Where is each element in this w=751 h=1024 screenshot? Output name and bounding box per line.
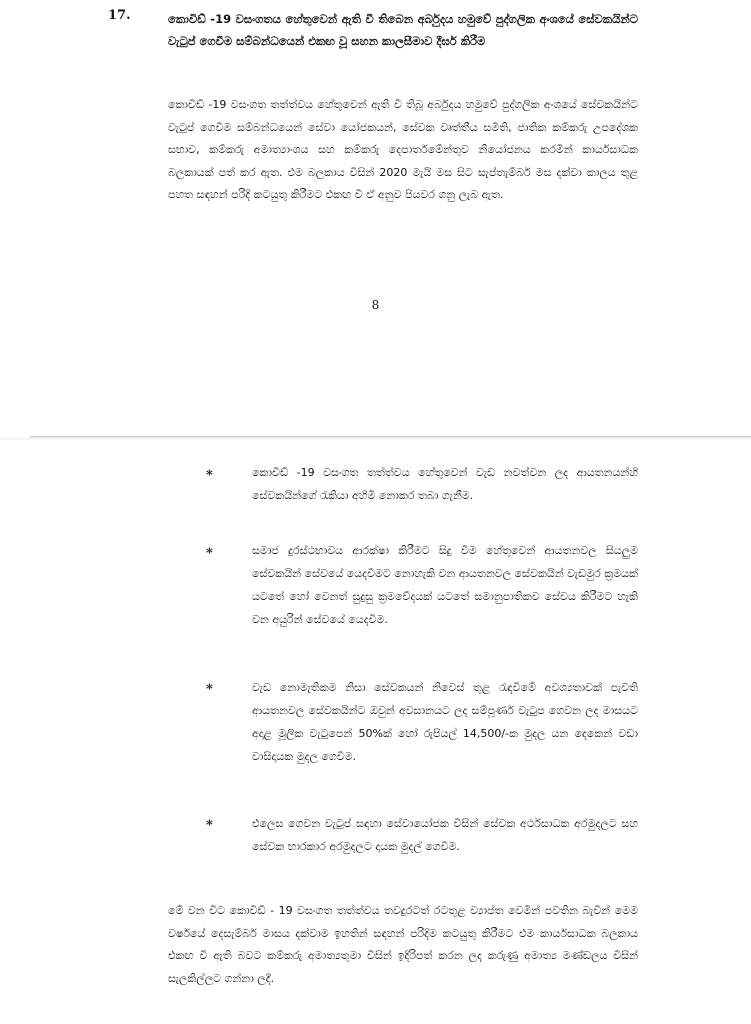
bullet-item-text: වැඩ නොමැතිකම නිසා සේවකයන් නිවෙස් තුළ රැඳවීමේ අවශ්‍යතාවක් පැවති ආයතනවල සේවකයින්ට ඔවුන් අවසානයට ලද සම්පූර්ණ වැටුප ගෙවන ලද මාසයට අදාළ මූලික වැටුපෙන් 50%ක් හෝ රුපියල් 14,500/-ක මුදල යන දෙකෙන් වඩා වාසිදායක මුදල ගෙවීම. <box>252 681 638 763</box>
bullet-item-text: එලෙස ගෙවන වැටුප් සඳහා සේවායෝජක විසින් සේවක අර්ථසාධක අරමුදලට සහ සේවක භාරකාර අරමුදලට දායක මුදල් ගෙවීම. <box>252 817 638 853</box>
bullet-marker: * <box>206 546 213 561</box>
bullet-item-text: සමාජ දුරස්ථභාවය ආරක්ෂා කිරීමට සිදු වීම හේතුවෙන් ආයතනවල සියලුම සේවකයින් සේවයේ යෙදවීමට නොහැකි වන ආයතනවල සේවකයින් වැඩමුර ක්‍රමයක් යටතේ හෝ වෙනත් සුදුසු ක්‍රමවේදයක් යටතේ සමානුපාතිකව සේවය කිරීමට හැකි වන අයුරින් සේවයේ යෙදවීම. <box>252 544 638 626</box>
scan-edge-shadow <box>0 438 751 441</box>
closing-paragraph: මේ වන විට කොවිඩ් - 19 වසංගත තත්ත්වය තවදුරටත් රටතුළ ව්‍යාප්ත වෙමින් පවතින බැවින් මෙම වර්ෂයේ දෙසැම්බර් මාසය දක්වාම ඉහතින් සඳහන් පරිදිම කටයුතු කිරීමට එම කාර්යසාධක බලකාය එකඟ වී ඇති බවට කම්කරු අමාත්‍යතුමා විසින් ඉදිරිපත් කරන ලද කරුණු අමාත්‍ය මණ්ඩලය විසින් සැලකිල්ලට ගන්නා ලදී. <box>168 904 638 985</box>
bullet-item-text: කොවිඩ් -19 වසංගත තත්ත්වය හේතුවෙන් වැඩ නවත්වන ලද ආයතනයන්හි සේවකයින්ගේ රැකියා අහිමි නොකර තබා ගැනීම. <box>252 466 638 502</box>
intro-paragraph: කොවිඩ් -19 වසංගත තත්ත්වය හේතුවෙන් ඇති වී තිබූ අර්බුදය හමුවේ පුද්ගලික අංශයේ සේවකයින්ට වැටුප් ගෙවීම සම්බන්ධයෙන් සේවා යෝජකයන්, සේවක වෘත්තීය සමිති, ජාතික කම්කරු උපදේශක සභාව, කම්කරු අමාත්‍යාංශය සහ කම්කරු දෙපාර්තමේන්තුව නියෝජනය කරමින් කාර්යසාධක බලකායක් පත් කර ඇත. එම බලකාය විසින් 2020 මැයි මස සිට සැප්තැම්බර් මස දක්වා කාලය තුළ පහත සඳහන් පරිදි කටයුතු කිරීමට එකඟ වී ඒ අනුව පියවර ගනු ලැබ ඇත. <box>168 98 638 201</box>
page-number: 8 <box>371 298 380 312</box>
bullet-marker: * <box>206 468 213 483</box>
item-number: 17. <box>108 8 131 23</box>
bullet-marker: * <box>206 818 213 833</box>
item-heading: කොවිඩ් -19 වසංගතය හේතුවෙන් ඇති වී තිබෙන අර්බුදය හමුවේ පුද්ගලික අංශයේ සේවකයින්ට වැටුප් ගෙවීම සම්බන්ධයෙන් එකඟ වූ සහන කාලසීමාව දීර්ඝ කිරීම <box>168 12 638 48</box>
page-gap <box>0 340 751 436</box>
bullet-marker: * <box>206 682 213 697</box>
